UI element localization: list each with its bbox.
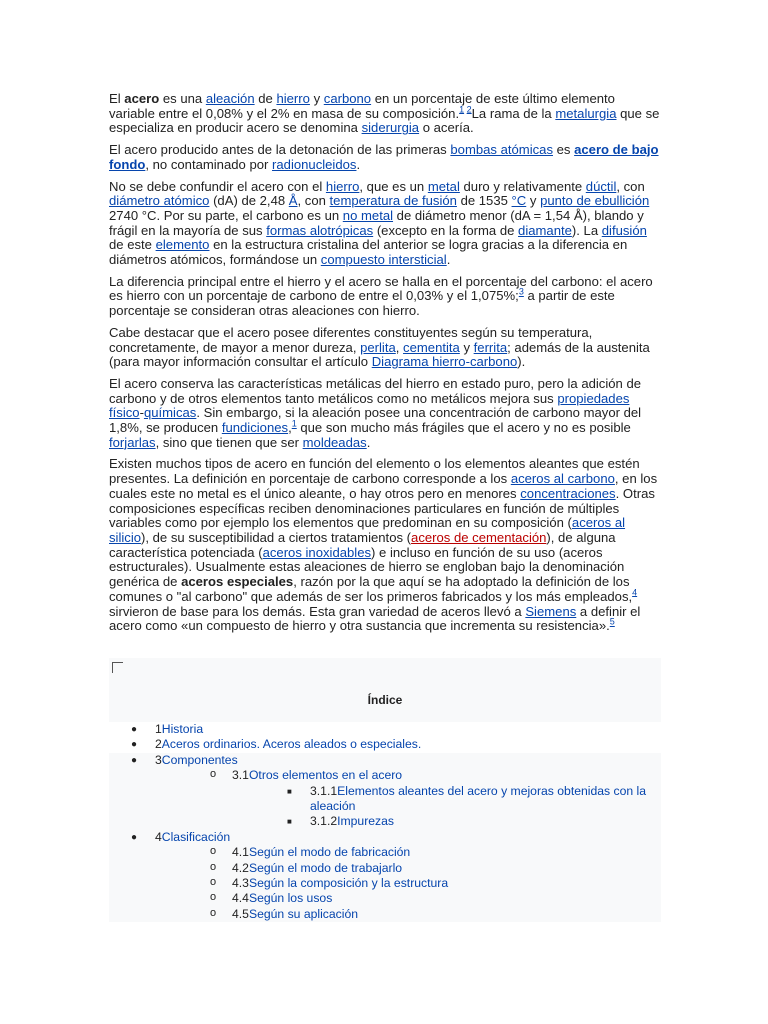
toc-number: 4.5 bbox=[232, 906, 249, 921]
link-aceros-inoxidables[interactable]: aceros inoxidables bbox=[262, 544, 372, 560]
toc-item-3-1[interactable] bbox=[109, 768, 661, 783]
link-propiedades-quimicas[interactable]: químicas bbox=[143, 405, 197, 421]
link-radionucleidos[interactable]: radionucleidos bbox=[272, 156, 357, 172]
ref-1[interactable]: 1 bbox=[459, 104, 465, 115]
toc-link[interactable]: Impurezas bbox=[337, 814, 395, 829]
toc-item-1[interactable] bbox=[109, 722, 661, 737]
toc-number: 3.1.2 bbox=[310, 814, 338, 829]
link-hierro-2[interactable]: hierro bbox=[325, 178, 360, 194]
toc-number: 4.3 bbox=[232, 876, 249, 891]
toc-list bbox=[109, 722, 661, 922]
toc-item-2[interactable] bbox=[109, 737, 661, 752]
link-temperatura-fusion[interactable]: temperatura de fusión bbox=[329, 193, 457, 209]
ref-3[interactable]: 3 bbox=[518, 287, 524, 298]
toc-link[interactable]: Según el modo de trabajarlo bbox=[248, 860, 403, 875]
paragraph-tipos: Existen muchos tipos de acero en función del elemento o los elementos aleantes que estén presentes. La definición en porcentaje de carbono corresponde a los aceros al carbono, en los cuales este no metal es el único aleante, o hay otros pero en menores concentraciones. Otras composiciones específicas reciben denominaciones particulares en función de múltiples variables como por ejemplo los elementos que predominan en su composición (aceros al silicio), de su susceptibilidad a ciertos tratamientos (aceros de cementación), de alguna característica potenciada (aceros inoxidables) e incluso en función de su uso (aceros estructurales). Usualmente estas aleaciones de hierro se engloban bajo la denominación genérica de aceros especiales, razón por la que aquí se ha adoptado la definición de los comunes o "al carbono" que además de ser los primeros fabricados y los más empleados,$^4$ sirvieron de base para los demás. Esta gran variedad de aceros llevó a Siemens a definir el acero como «un compuesto de hierro y otra sustancia que incrementa su resistencia».$^5$ bbox=[109, 456, 658, 634]
link-metalurgia[interactable]: metalurgia bbox=[555, 105, 617, 121]
link-aceros-al-silicio[interactable]: aceros al silicio bbox=[109, 515, 626, 545]
ref-4[interactable]: 4 bbox=[632, 587, 638, 598]
link-diagrama-hierro-carbono[interactable]: Diagrama hierro-carbono bbox=[371, 354, 518, 370]
table-of-contents bbox=[109, 658, 661, 922]
link-no-metal[interactable]: no metal bbox=[342, 207, 394, 223]
toc-item-4-5[interactable] bbox=[109, 907, 661, 922]
link-angstrom[interactable]: Å bbox=[288, 193, 298, 209]
bullet-icon: o bbox=[210, 906, 217, 919]
ref-2[interactable]: 2 bbox=[466, 104, 472, 115]
link-aceros-al-carbono[interactable]: aceros al carbono bbox=[510, 471, 615, 487]
link-formas-alotropicas[interactable]: formas alotrópicas bbox=[266, 222, 374, 238]
link-bombas-atomicas[interactable]: bombas atómicas bbox=[450, 142, 553, 158]
toc-number: 4.2 bbox=[232, 860, 249, 875]
bullet-icon: ● bbox=[131, 739, 138, 751]
paragraph-caracteristicas: El acero conserva las características metálicas del hierro en estado puro, pero la adición de carbono y de otros elementos tanto metálicos como no metálicos mejora sus propiedades físico-químicas. Sin embargo, si la aleación posee una concentración de carbono mayor del 1,8%, se producen fundiciones,$^1$ que son mucho más frágiles que el acero y no es posible forjarlas, sino que tienen que ser moldeadas. bbox=[109, 375, 642, 450]
link-acero-bajo-fondo[interactable]: acero de bajo fondo bbox=[109, 142, 659, 172]
toc-link[interactable]: Componentes bbox=[161, 752, 238, 767]
link-elemento[interactable]: elemento bbox=[155, 237, 210, 253]
link-ductil[interactable]: dúctil bbox=[585, 178, 617, 194]
toc-link[interactable]: Según la composición y la estructura bbox=[248, 876, 449, 891]
toc-item-4-3[interactable] bbox=[109, 876, 661, 891]
link-diametro-atomico[interactable]: diámetro atómico bbox=[109, 193, 210, 209]
toc-number: 1 bbox=[155, 722, 162, 736]
link-forjarlas[interactable]: forjarlas bbox=[109, 434, 156, 450]
link-moldeadas[interactable]: moldeadas bbox=[302, 434, 367, 450]
toc-number: 3.1.1 bbox=[310, 783, 338, 798]
link-aleacion[interactable]: aleación bbox=[205, 91, 255, 106]
toc-title: Índice bbox=[367, 693, 403, 707]
link-hierro[interactable]: hierro bbox=[276, 91, 310, 106]
toc-number: 4.1 bbox=[232, 845, 249, 860]
paragraph-intro: El acero es una aleación de hierro y carbono en un porcentaje de este último elemento variable entre el 0,08% y el 2% en masa de su composición.$^{1 2}$La rama de la metalurgia que se especializa en producir acero se denomina siderurgia o acería. bbox=[109, 91, 660, 136]
toc-number: 3 bbox=[155, 752, 162, 767]
link-celsius[interactable]: °C bbox=[511, 193, 527, 209]
toc-link[interactable]: Aceros ordinarios. Aceros aleados o especiales. bbox=[161, 737, 422, 752]
bullet-icon: ● bbox=[131, 754, 138, 766]
link-concentraciones[interactable]: concentraciones bbox=[520, 485, 616, 501]
paragraph-hierro-carbono: No se debe confundir el acero con el hierro, que es un metal duro y relativamente dúctil, con diámetro atómico (dA) de 2,48 Å, con temperatura de fusión de 1535 °C y punto de ebullición 2740 °C. Por su parte, el carbono es un no metal de diámetro menor (dA = 1,54 Å), blando y frágil en la mayoría de sus formas alotrópicas (excepto en la forma de diamante). La difusión de este elemento en la estructura cristalina del anterior se logra gracias a la diferencia en diámetros atómicos, formándose un compuesto intersticial. bbox=[109, 178, 650, 268]
paragraph-bajo-fondo: El acero producido antes de la detonación de las primeras bombas atómicas es acero de bajo fondo, no contaminado por radionucleidos. bbox=[109, 142, 659, 172]
term-acero: acero bbox=[124, 91, 160, 106]
paragraph-constituyentes: Cabe destacar que el acero posee diferentes constituyentes según su temperatura, concretamente, de mayor a menor dureza, perlita, cementita y ferrita; además de la austenita (para mayor información consultar el artículo Diagrama hierro-carbono). bbox=[109, 324, 650, 370]
link-diamante[interactable]: diamante bbox=[518, 222, 572, 238]
ref-5[interactable]: 5 bbox=[609, 616, 615, 627]
link-ferrita[interactable]: ferrita bbox=[473, 339, 508, 355]
toc-toggle-checkbox[interactable] bbox=[112, 662, 123, 673]
bullet-icon: ■ bbox=[287, 786, 292, 796]
link-siemens[interactable]: Siemens bbox=[525, 603, 577, 619]
toc-item-3-1-2[interactable] bbox=[109, 814, 661, 829]
link-cementita[interactable]: cementita bbox=[403, 339, 460, 355]
link-punto-ebullicion[interactable]: punto de ebullición bbox=[540, 193, 650, 209]
toc-number: 3.1 bbox=[232, 768, 249, 783]
article-body bbox=[109, 92, 661, 641]
link-siderurgia[interactable]: siderurgia bbox=[361, 120, 420, 136]
link-carbono[interactable]: carbono bbox=[323, 91, 372, 106]
toc-header bbox=[109, 658, 661, 706]
bullet-icon: o bbox=[210, 860, 217, 873]
toc-link[interactable]: Clasificación bbox=[161, 829, 231, 844]
link-metal[interactable]: metal bbox=[427, 178, 460, 194]
bullet-icon: o bbox=[210, 845, 217, 858]
bullet-icon: ● bbox=[131, 831, 138, 843]
toc-item-3-1-1[interactable] bbox=[109, 784, 661, 815]
link-fundiciones[interactable]: fundiciones bbox=[221, 420, 289, 436]
link-compuesto-intersticial[interactable]: compuesto intersticial bbox=[320, 252, 447, 268]
paragraph-diferencia: La diferencia principal entre el hierro y el acero se halla en el porcentaje del carbono: el acero es hierro con un porcentaje de carbono de entre el 0,03% y el 1,075%;$^3$ a partir de este porcentaje se consideran otras aleaciones con hierro. bbox=[109, 273, 653, 319]
bullet-icon: o bbox=[210, 891, 217, 904]
toc-link[interactable]: Según el modo de fabricación bbox=[248, 845, 411, 860]
toc-item-4-4[interactable] bbox=[109, 891, 661, 906]
bullet-icon: o bbox=[210, 876, 217, 889]
toc-number: 2 bbox=[155, 737, 162, 752]
link-aceros-de-cementacion[interactable]: aceros de cementación bbox=[411, 529, 547, 545]
toc-number: 4.4 bbox=[232, 891, 249, 906]
toc-item-4-1[interactable] bbox=[109, 845, 661, 860]
toc-link[interactable]: Otros elementos en el acero bbox=[248, 768, 403, 783]
ref-1b[interactable]: 1 bbox=[291, 418, 297, 429]
toc-link[interactable]: Elementos aleantes del acero y mejoras obtenidas con la aleación bbox=[310, 783, 647, 814]
toc-item-4-2[interactable] bbox=[109, 861, 661, 876]
term-aceros-especiales: aceros especiales bbox=[181, 574, 294, 590]
toc-number: 4 bbox=[155, 829, 162, 844]
toc-link[interactable]: Según su aplicación bbox=[248, 906, 359, 921]
link-propiedades-fisico[interactable]: propiedades físico bbox=[109, 390, 630, 421]
bullet-icon: ■ bbox=[287, 817, 292, 827]
link-difusion[interactable]: difusión bbox=[601, 222, 647, 238]
bullet-icon: o bbox=[210, 768, 217, 781]
link-perlita[interactable]: perlita bbox=[360, 339, 396, 355]
toc-link[interactable]: Historia bbox=[161, 722, 204, 736]
toc-item-3[interactable] bbox=[109, 753, 661, 768]
toc-item-4[interactable] bbox=[109, 830, 661, 845]
toc-link[interactable]: Según los usos bbox=[248, 891, 333, 906]
bullet-icon: ● bbox=[131, 724, 138, 735]
